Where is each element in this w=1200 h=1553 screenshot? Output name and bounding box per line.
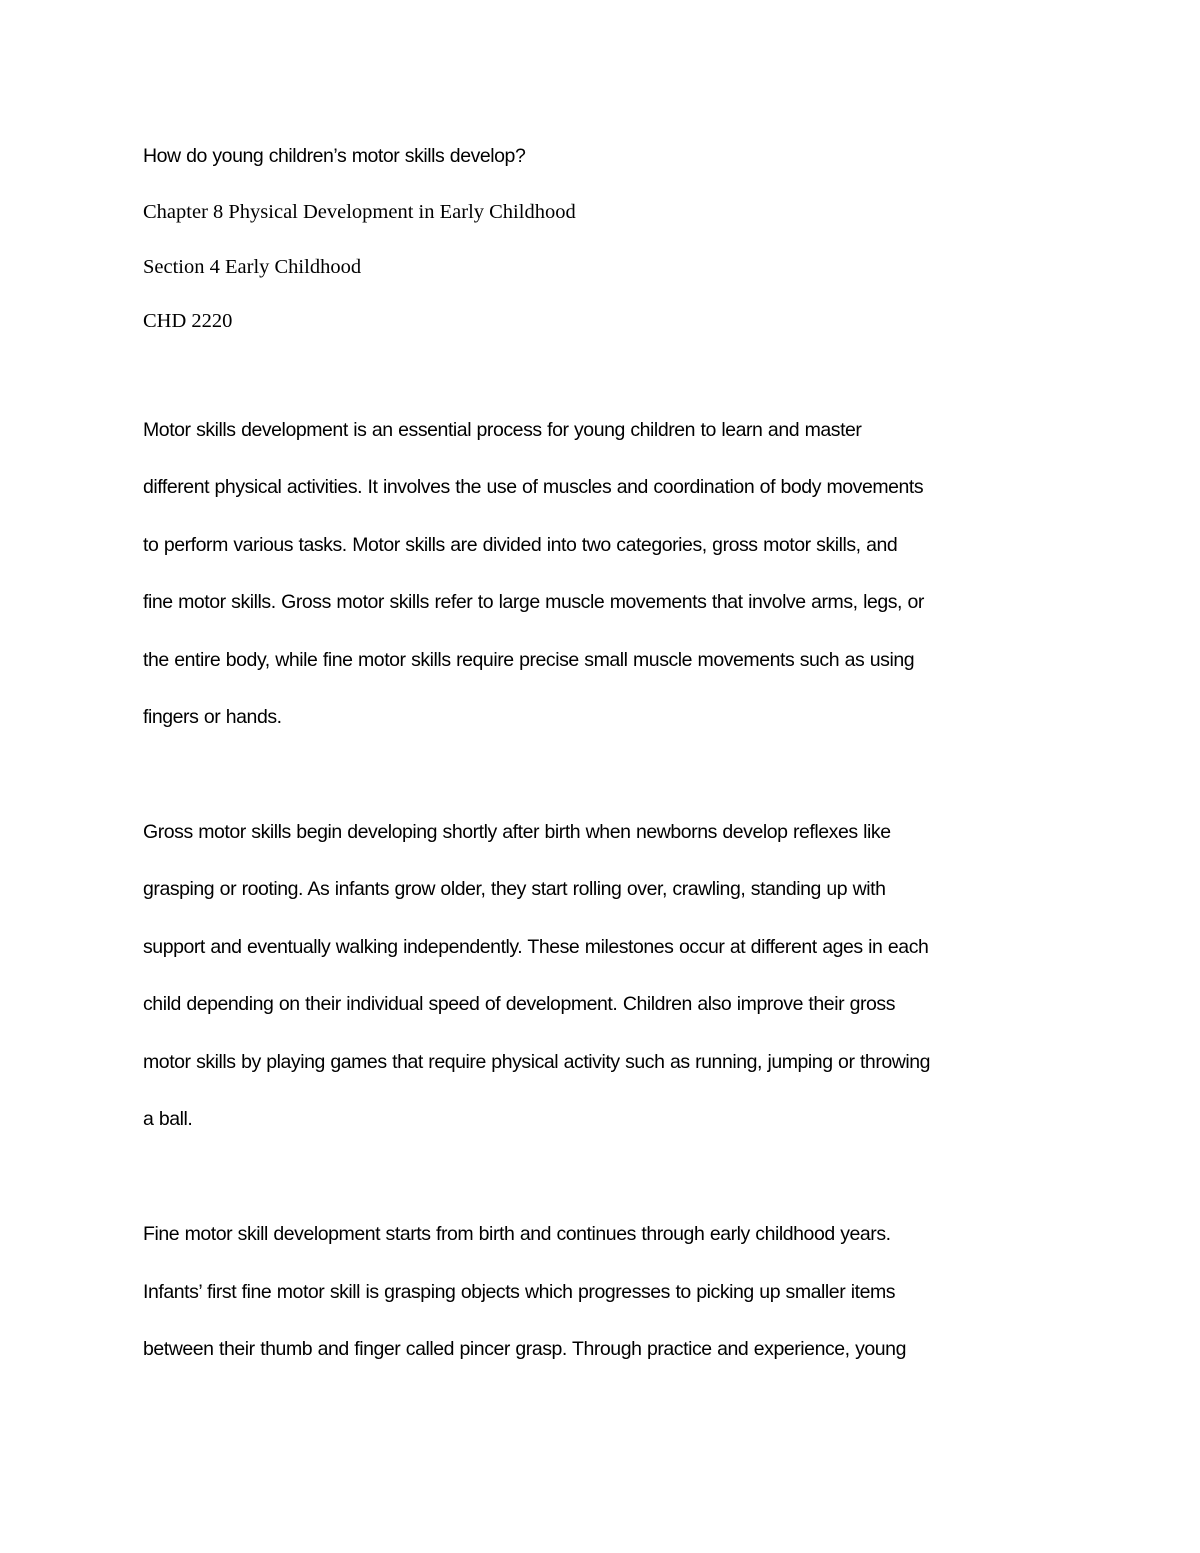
page-title: How do young children’s motor skills develop?: [143, 145, 526, 167]
paragraph-line: Motor skills development is an essential process for young children to learn and master: [143, 419, 862, 441]
paragraph-line: fine motor skills. Gross motor skills refer to large muscle movements that involve arms, legs, or: [143, 591, 924, 613]
paragraph-line: Infants’ first fine motor skill is grasping objects which progresses to picking up smaller items: [143, 1281, 896, 1303]
chapter-line: Chapter 8 Physical Development in Early Childhood: [143, 201, 576, 223]
paragraph-line: the entire body, while fine motor skills require precise small muscle movements such as using: [143, 649, 915, 671]
paragraph-line: to perform various tasks. Motor skills are divided into two categories, gross motor skills, and: [143, 534, 898, 556]
paragraph-line: child depending on their individual speed of development. Children also improve their gross: [143, 993, 896, 1015]
paragraph-line: Gross motor skills begin developing shortly after birth when newborns develop reflexes like: [143, 821, 891, 843]
paragraph-line: different physical activities. It involves the use of muscles and coordination of body movements: [143, 476, 924, 498]
paragraph-line: Fine motor skill development starts from birth and continues through early childhood years.: [143, 1223, 891, 1245]
section-line: Section 4 Early Childhood: [143, 256, 362, 278]
paragraph-line: support and eventually walking independently. These milestones occur at different ages in each: [143, 936, 929, 958]
course-line: CHD 2220: [143, 310, 233, 332]
paragraph-line: between their thumb and finger called pincer grasp. Through practice and experience, young: [143, 1338, 906, 1360]
paragraph-line: fingers or hands.: [143, 706, 282, 728]
paragraph-line: motor skills by playing games that require physical activity such as running, jumping or throwing: [143, 1051, 931, 1073]
paragraph-line: grasping or rooting. As infants grow older, they start rolling over, crawling, standing up with: [143, 878, 886, 900]
paragraph-line: a ball.: [143, 1108, 193, 1130]
